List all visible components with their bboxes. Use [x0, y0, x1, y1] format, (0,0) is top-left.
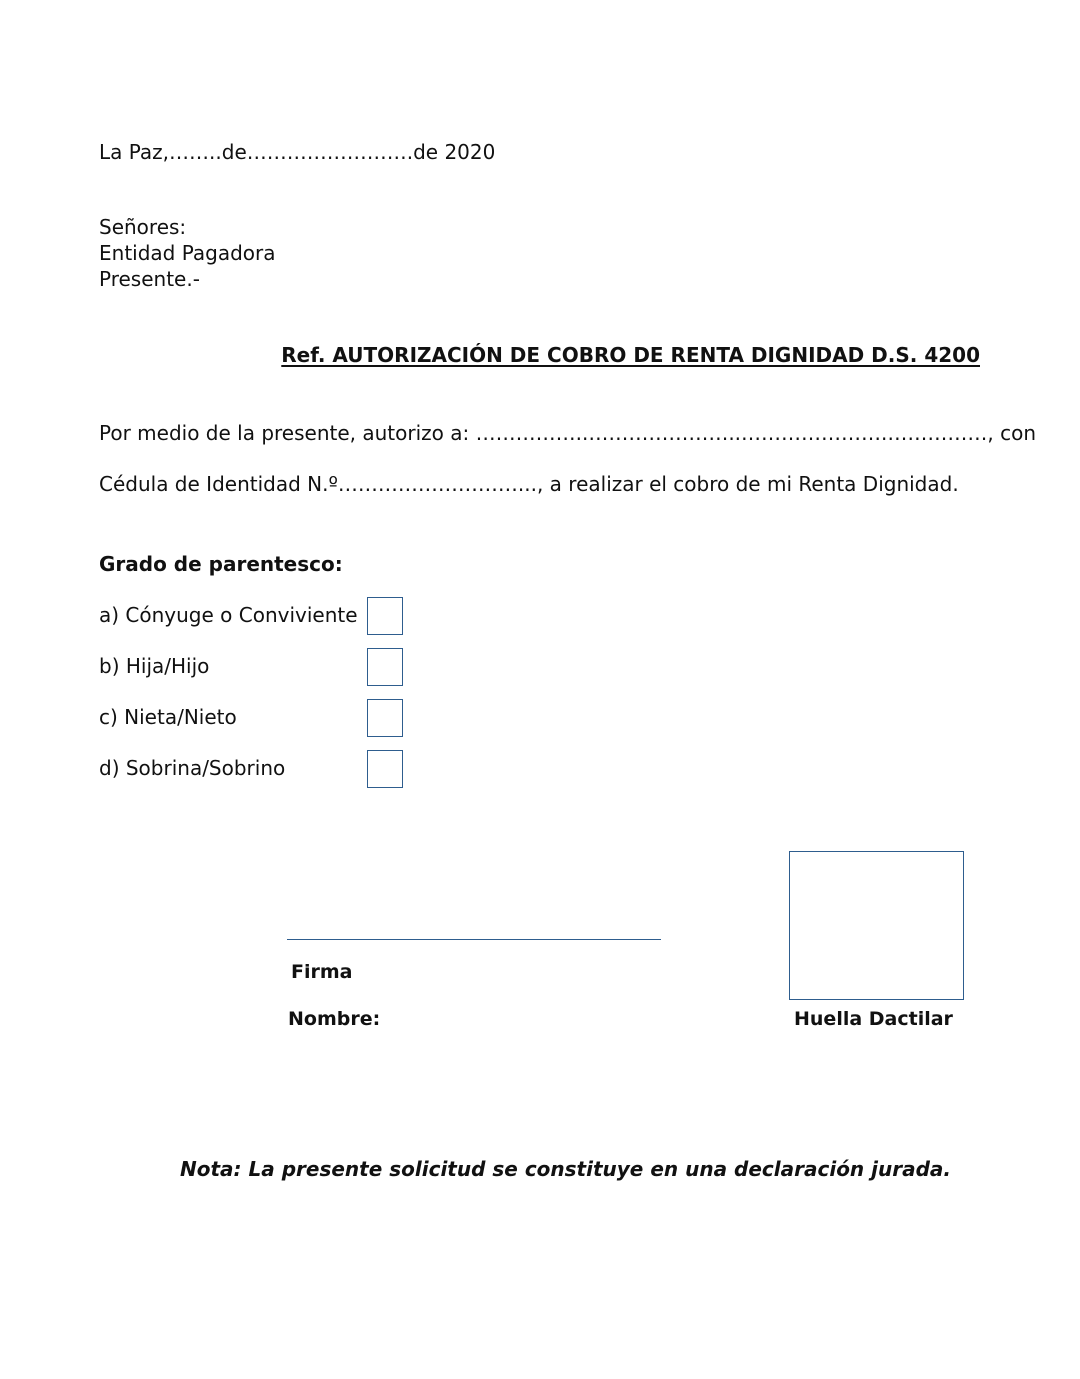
body-line-1: Por medio de la presente, autorizo a: ……………..…………………..………………….……………, con	[99, 421, 1037, 445]
body-line-2: Cédula de Identidad N.º………………………..., a realizar el cobro de mi Renta Dignidad.	[99, 472, 959, 496]
addressee-salutation: Señores:	[99, 215, 187, 239]
reference-heading: Ref. AUTORIZACIÓN DE COBRO DE RENTA DIGNIDAD D.S. 4200	[281, 343, 980, 367]
kinship-option-spouse: a) Cónyuge o Conviviente	[99, 603, 358, 627]
checkbox-child[interactable]	[367, 648, 403, 686]
fingerprint-box	[789, 851, 964, 1000]
signature-line	[287, 939, 661, 940]
kinship-option-grandchild: c) Nieta/Nieto	[99, 705, 237, 729]
signature-label: Firma	[291, 961, 353, 983]
date-line: La Paz,……..de…………………….de 2020	[99, 140, 496, 164]
footer-note: Nota: La presente solicitud se constituye en una declaración jurada.	[180, 1157, 951, 1181]
kinship-title: Grado de parentesco:	[99, 552, 343, 576]
checkbox-spouse[interactable]	[367, 597, 403, 635]
addressee-presente: Presente.-	[99, 267, 200, 291]
fingerprint-label: Huella Dactilar	[794, 1008, 953, 1030]
name-label: Nombre:	[288, 1008, 381, 1030]
kinship-option-child: b) Hija/Hijo	[99, 654, 210, 678]
checkbox-grandchild[interactable]	[367, 699, 403, 737]
kinship-option-nephew: d) Sobrina/Sobrino	[99, 756, 286, 780]
checkbox-nephew[interactable]	[367, 750, 403, 788]
addressee-entity: Entidad Pagadora	[99, 241, 276, 265]
